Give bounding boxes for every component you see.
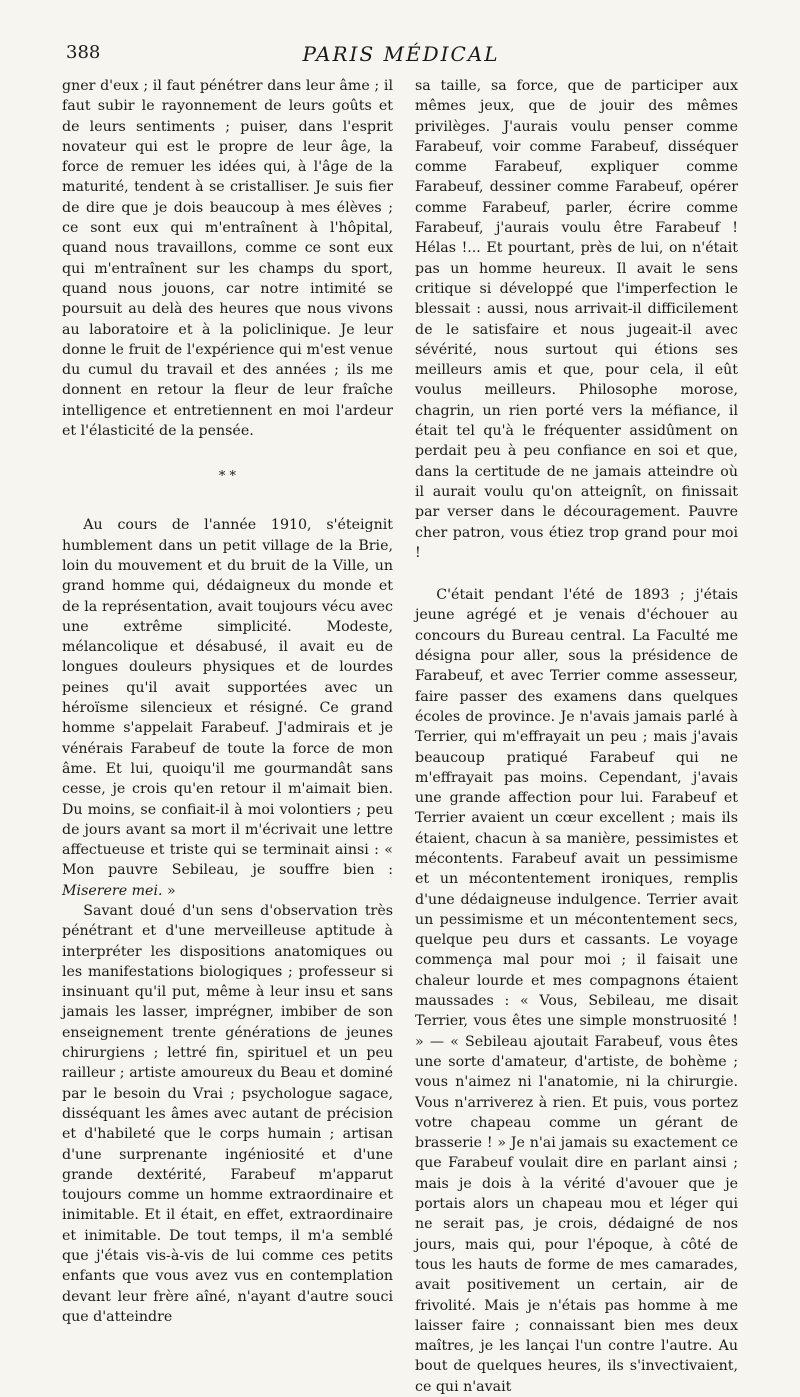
page-header: [66, 42, 736, 72]
latin-quote: Miserere mei.: [62, 882, 163, 899]
paragraph-gap: [415, 563, 738, 585]
section-separator: * *: [218, 469, 237, 485]
left-column: [62, 76, 393, 1327]
paragraph-text: Au cours de l'année 1910, s'éteignit humblement dans un petit village de la Brie, loin du mouvement et du bruit de la Ville, un grand homme qui, dédaigneux du monde et de la représentation, avait toujours vécu avec une extrême simplicité. Modeste, mélancolique et désabusé, il avait eu de longues douleurs physiques et de lourdes peines qu'il avait supportées avec un héroïsme silencieux et résigné. Ce grand homme s'appelait Farabeuf. J'admirais et je vénérais Farabeuf de toute la force de mon âme. Et lui, quoiqu'il me gourmandât sans cesse, je crois qu'en retour il m'aimait bien. Du moins, se confiait-il à moi volontiers ; peu de jours avant sa mort il m'écrivait une lettre affectueuse et triste qui se terminait ainsi : « Mon pauvre Sebileau, je souffre bien :: [62, 517, 393, 879]
paragraph: [62, 515, 393, 901]
quote-close: »: [162, 882, 176, 899]
paragraph: Savant doué d'un sens d'observation très pénétrant et d'une merveilleuse aptitude à interpréter les dispositions anatomiques ou les manifestations biologiques ; professeur si insinuant qu'il put, même à leur insu et sans jamais les lasser, imprégner, imbiber de son enseignement trente générations de jeunes chirurgiens ; lettré fin, spirituel et un peu railleur ; artiste amoureux du Beau et dominé par le besoin du Vrai ; psychologue sagace, disséquant les âmes avec autant de précision et d'habileté que le corps humain ; artisan d'une surprenante ingéniosité et d'une grande dextérité, Farabeuf m'apparut toujours comme un homme extraordinaire et inimitable. Et il était, en effet, extraordinaire et inimitable. De tout temps, il m'a semblé que j'étais vis-à-vis de lui comme ces petits enfants que vous avez vus en contemplation devant leur frère aîné, n'ayant d'autre souci que d'atteindre: [62, 902, 393, 1325]
journal-title: PARIS MÉDICAL: [302, 42, 500, 66]
paragraph: sa taille, sa force, que de participer aux mêmes jeux, que de jouir des mêmes privilèges. J'aurais voulu penser comme Farabeuf, voir comme Farabeuf, disséquer comme Farabeuf, expliquer comme Farabeuf, dessiner comme Farabeuf, opérer comme Farabeuf, parler, écrire comme Farabeuf, j'aurais voulu être Farabeuf ! Hélas !... Et pourtant, près de lui, on n'était pas un homme heureux. Il avait le sens critique si développé que l'imperfection le blessait : aussi, nous arrivait-il difficilement de le satisfaire et nous jugeait-il avec sévérité, nous surtout qui étions ses meilleurs amis et que, pour cela, il eût voulus meilleurs. Philosophe morose, chagrin, un rien porté vers la méfiance, il était tel qu'à le fréquenter assidûment on perdait peu à peu confiance en soi et que, dans la certitude de ne jamais atteindre où il aurait voulu qu'on atteignît, on finissait par verser dans le découragement. Pauvre cher patron, vous étiez trop grand pour moi !: [415, 78, 738, 561]
paragraph: gner d'eux ; il faut pénétrer dans leur âme ; il faut subir le rayonnement de leurs goûts et de leurs sentiments ; puiser, dans l'esprit novateur qui est le propre de leur âge, la force de remuer les idées qui, à l'âge de la maturité, tendent à se cristalliser. Je suis fier de dire que je dois beaucoup à mes élèves ; ce sont eux qui m'entraînent à l'hôpital, quand nous travaillons, comme ce sont eux qui m'entraînent sur les champs du sport, quand nous jouons, car notre intimité se poursuit au delà des heures que nous vivons au laboratoire et à la policlinique. Je leur donne le fruit de l'expérience qui m'est venue du cumul du travail et des années ; ils me donnent en retour la fleur de leur fraîche intelligence et entretiennent en moi l'ardeur et l'élasticité de la pensée.: [62, 78, 393, 440]
page-number: 388: [66, 42, 101, 63]
right-column: [415, 76, 738, 1397]
paragraph: C'était pendant l'été de 1893 ; j'étais jeune agrégé et je venais d'échouer au concours du Bureau central. La Faculté me désigna pour aller, sous la présidence de Farabeuf, et avec Terrier comme assesseur, faire passer des examens dans quelques écoles de province. Je n'avais jamais parlé à Terrier, qui m'effrayait un peu ; mais j'avais beaucoup pratiqué Farabeuf qui ne m'effrayait pas moins. Cependant, j'avais une grande affection pour lui. Farabeuf et Terrier avaient un cœur excellent ; mais ils étaient, chacun à sa manière, pessimistes et mécontents. Farabeuf avait un pessimisme et un mécontentement ironiques, remplis d'une dédaigneuse indulgence. Terrier avait un pessimisme et un mécontentement secs, quelque peu durs et cassants. Le voyage commença mal pour moi ; il faisait une chaleur lourde et mes compagnons étaient maussades : « Vous, Sebileau, me disait Terrier, vous êtes une simple monstruosité ! » — « Sebileau ajoutait Farabeuf, vous êtes une sorte d'amateur, d'artiste, de bohème ; vous n'aimez ni l'anatomie, ni la chirurgie. Vous n'arriverez à rien. Et puis, vous portez votre chapeau comme un gérant de brasserie ! » Je n'ai jamais su exactement ce que Farabeuf voulait dire en parlant ainsi ; mais je dois à la vérité d'avouer que je portais alors un chapeau mou et léger qui ne serait pas, je crois, dédaigné de nos jours, mais qui, pour l'époque, à côté de tous les hauts de forme de mes camarades, avait positivement un certain, air de frivolité. Mais je n'étais pas homme à me laisser faire ; connaissant bien mes deux maîtres, je les lançai l'un contre l'autre. Au bout de quelques heures, ils s'invectivaient, ce qui n'avait: [415, 587, 738, 1395]
